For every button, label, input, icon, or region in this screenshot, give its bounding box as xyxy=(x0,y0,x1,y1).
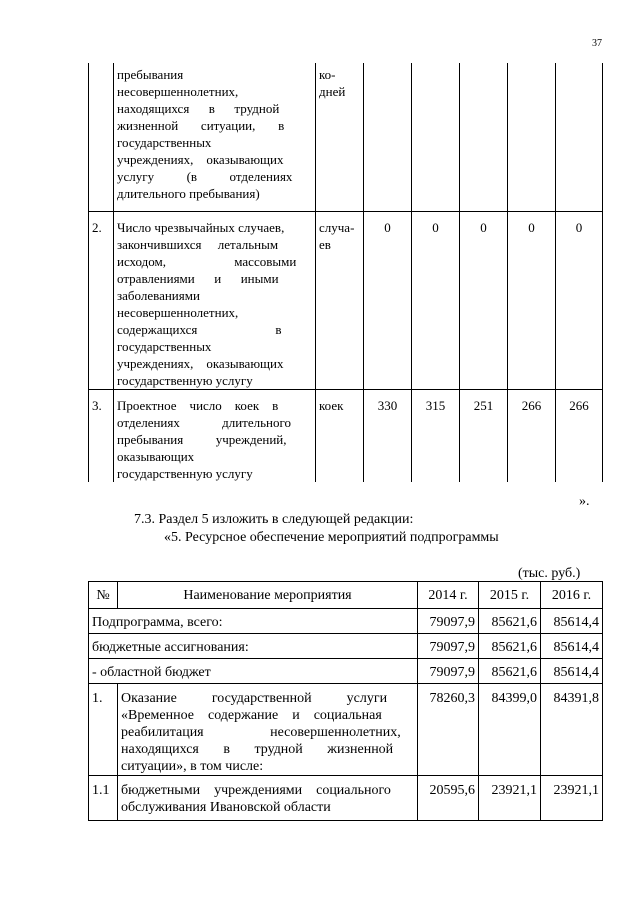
value-cell: 330 xyxy=(364,390,412,483)
row-number: 1. xyxy=(89,684,118,776)
value-2016: 85614,4 xyxy=(541,659,603,684)
indicator-description: пребывания несовершеннолетних, находящихся в трудной жизненной ситуации, в государственных учреждениях, оказывающих услугу (в отделениях длительного пребывания) xyxy=(114,63,316,212)
value-cell: 315 xyxy=(412,390,460,483)
header-2016: 2016 г. xyxy=(541,582,603,609)
value-cell: 0 xyxy=(412,212,460,390)
summary-label: - областной бюджет xyxy=(89,659,418,684)
value-cell xyxy=(364,63,412,212)
value-2016: 85614,4 xyxy=(541,634,603,659)
value-2016: 23921,1 xyxy=(541,776,603,821)
table-row xyxy=(89,684,603,776)
value-2015: 85621,6 xyxy=(479,609,541,634)
table-row xyxy=(89,659,603,684)
value-cell: 266 xyxy=(508,390,556,483)
row-number: 3. xyxy=(89,390,114,483)
value-cell: 0 xyxy=(508,212,556,390)
value-cell xyxy=(460,63,508,212)
table-row xyxy=(89,390,603,483)
value-cell xyxy=(412,63,460,212)
resource-table xyxy=(88,581,603,821)
activity-name: бюджетными учреждениями социального обслуживания Ивановской области xyxy=(118,776,418,821)
indicator-unit: случа- ев xyxy=(316,212,364,390)
header-2014: 2014 г. xyxy=(418,582,479,609)
value-cell: 0 xyxy=(460,212,508,390)
value-cell: 0 xyxy=(364,212,412,390)
activity-name: Оказание государственной услуги «Временное содержание и социальная реабилитация несовершеннолетних, находящихся в трудной жизненной ситуации», в том числе: xyxy=(118,684,418,776)
value-2015: 85621,6 xyxy=(479,634,541,659)
closing-quote: ». xyxy=(579,494,590,509)
indicator-unit: ко- дней xyxy=(316,63,364,212)
value-2016: 85614,4 xyxy=(541,609,603,634)
value-2014: 79097,9 xyxy=(418,634,479,659)
row-number: 2. xyxy=(89,212,114,390)
unit-note: (тыс. руб.) xyxy=(518,566,581,581)
value-2015: 85621,6 xyxy=(479,659,541,684)
table-header-row xyxy=(89,582,603,609)
summary-label: бюджетные ассигнования: xyxy=(89,634,418,659)
page-number: 37 xyxy=(592,38,602,49)
indicators-table xyxy=(88,63,603,482)
section-heading: «5. Ресурсное обеспечение мероприятий подпрограммы xyxy=(164,530,499,545)
value-cell xyxy=(556,63,603,212)
indicator-unit: коек xyxy=(316,390,364,483)
table-row xyxy=(89,63,603,212)
table-row xyxy=(89,634,603,659)
header-num: № xyxy=(89,582,118,609)
header-2015: 2015 г. xyxy=(479,582,541,609)
value-cell: 0 xyxy=(556,212,603,390)
value-cell: 266 xyxy=(556,390,603,483)
value-cell: 251 xyxy=(460,390,508,483)
indicator-description: Проектное число коек в отделениях длительного пребывания учреждений, оказывающих государственную услугу xyxy=(114,390,316,483)
header-name: Наименование мероприятия xyxy=(118,582,418,609)
value-2014: 20595,6 xyxy=(418,776,479,821)
value-2014: 78260,3 xyxy=(418,684,479,776)
value-2014: 79097,9 xyxy=(418,609,479,634)
amendment-paragraph: 7.3. Раздел 5 изложить в следующей редакции: xyxy=(134,512,414,527)
table-row xyxy=(89,776,603,821)
indicator-description: Число чрезвычайных случаев, закончившихся летальным исходом, массовыми отравлениями и иными заболеваниями несовершеннолетних, содержащихся в государственных учреждениях, оказывающих государственную услугу xyxy=(114,212,316,390)
table-row xyxy=(89,609,603,634)
row-number: 1.1 xyxy=(89,776,118,821)
value-2014: 79097,9 xyxy=(418,659,479,684)
value-cell xyxy=(508,63,556,212)
value-2015: 23921,1 xyxy=(479,776,541,821)
value-2016: 84391,8 xyxy=(541,684,603,776)
summary-label: Подпрограмма, всего: xyxy=(89,609,418,634)
row-number xyxy=(89,63,114,212)
table-row xyxy=(89,212,603,390)
value-2015: 84399,0 xyxy=(479,684,541,776)
